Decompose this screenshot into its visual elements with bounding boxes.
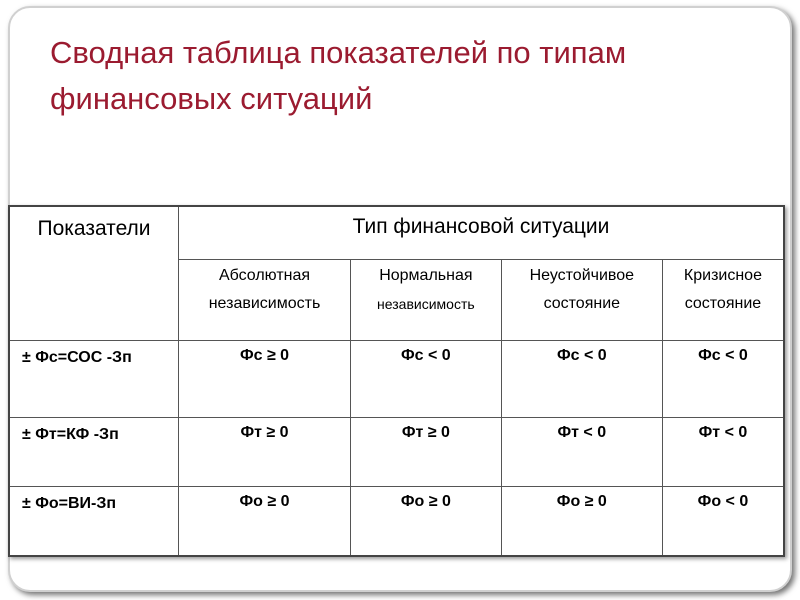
- table-cell: Фо ≥ 0: [351, 487, 502, 557]
- table-cell: Фт ≥ 0: [179, 418, 351, 487]
- table-cell: Фт < 0: [501, 418, 662, 487]
- row-label-fs: ± Фс=СОС -Зп: [9, 341, 179, 418]
- header-situation-type: Тип финансовой ситуации: [179, 206, 785, 260]
- table-cell: Фс < 0: [351, 341, 502, 418]
- table-row: [9, 341, 784, 418]
- col-header-line: Нормальная: [379, 267, 473, 284]
- col-header-line: Кризисное: [683, 267, 762, 284]
- row-label-ft: ± Фт=КФ -Зп: [9, 418, 179, 487]
- table-cell: Фо ≥ 0: [501, 487, 662, 557]
- table-cell: Фо < 0: [662, 487, 784, 557]
- page-title: Сводная таблица показателей по типам финансовых ситуаций: [50, 35, 627, 116]
- col-header-crisis: [662, 260, 784, 341]
- header-indicators: Показатели: [9, 206, 179, 341]
- indicators-table: [8, 205, 785, 557]
- table-cell: Фс < 0: [662, 341, 784, 418]
- table-cell: Фс < 0: [501, 341, 662, 418]
- row-label-fo: ± Фо=ВИ-Зп: [9, 487, 179, 557]
- col-header-line: Неустойчивое: [529, 267, 635, 284]
- table-cell: Фо ≥ 0: [179, 487, 351, 557]
- table-row: [9, 487, 784, 557]
- col-header-line: состояние: [684, 295, 762, 312]
- table-cell: Фт ≥ 0: [351, 418, 502, 487]
- col-header-unstable: [501, 260, 662, 341]
- col-header-line: Абсолютная: [218, 267, 311, 284]
- table-header-row: [9, 206, 784, 260]
- table-cell: Фс ≥ 0: [179, 341, 351, 418]
- col-header-normal: [351, 260, 502, 341]
- col-header-absolute: [179, 260, 351, 341]
- col-header-line: независимость: [377, 296, 475, 312]
- col-header-line: состояние: [543, 295, 621, 312]
- table-row: [9, 418, 784, 487]
- col-header-line: независимость: [208, 295, 321, 312]
- table-cell: Фт < 0: [662, 418, 784, 487]
